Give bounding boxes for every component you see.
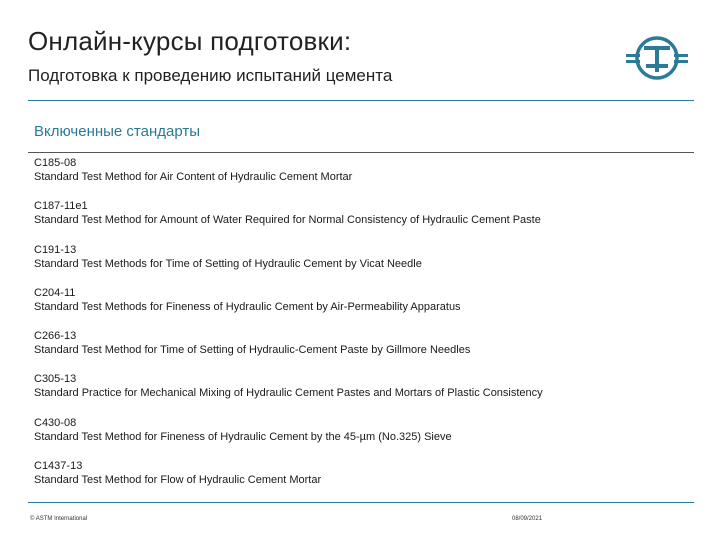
list-item — [34, 329, 694, 372]
page-subtitle: Подготовка к проведению испытаний цемента — [28, 66, 393, 85]
list-item — [34, 199, 694, 242]
footer-copyright: © ASTM International — [30, 516, 88, 522]
list-item — [34, 459, 694, 502]
footer-date: 08/09/2021 — [512, 516, 543, 522]
standard-title: Standard Test Method for Flow of Hydraulic Cement Mortar — [34, 474, 322, 487]
footer-divider — [28, 502, 694, 503]
list-item — [34, 243, 694, 286]
standard-code: C305-13 — [34, 373, 77, 386]
list-item — [34, 416, 694, 459]
header-divider — [28, 100, 694, 101]
standard-code: C204-11 — [34, 286, 76, 299]
list-item — [34, 286, 694, 329]
standard-code: C430-08 — [34, 416, 77, 429]
section-divider — [28, 152, 694, 153]
page-title: Онлайн-курсы подготовки: — [28, 26, 352, 56]
standard-title: Standard Test Method for Amount of Water Required for Normal Consistency of Hydraulic Cement Paste — [34, 214, 541, 227]
standard-title: Standard Test Method for Fineness of Hydraulic Cement by the 45-µm (No.325) Sieve — [34, 430, 452, 443]
section-heading: Включенные стандарты — [34, 123, 201, 140]
standard-code: C185-08 — [34, 157, 77, 169]
list-item — [34, 372, 694, 415]
standard-code: C1437-13 — [34, 460, 83, 473]
standard-title: Standard Test Method for Time of Setting of Hydraulic-Cement Paste by Gillmore Needles — [34, 344, 471, 357]
standard-title: Standard Practice for Mechanical Mixing of Hydraulic Cement Pastes and Mortars of Plastic Consistency — [34, 387, 543, 400]
standards-list — [34, 156, 694, 502]
standard-code: C266-13 — [34, 330, 77, 343]
standard-code: C191-13 — [34, 243, 77, 256]
standard-code: C187-11e1 — [34, 200, 88, 213]
astm-logo-icon — [626, 34, 688, 82]
standard-title: Standard Test Method for Air Content of Hydraulic Cement Mortar — [34, 171, 353, 183]
standard-title: Standard Test Methods for Time of Setting of Hydraulic Cement by Vicat Needle — [34, 257, 422, 270]
list-item — [34, 156, 694, 199]
standard-title: Standard Test Methods for Fineness of Hydraulic Cement by Air-Permeability Apparatus — [34, 300, 461, 313]
